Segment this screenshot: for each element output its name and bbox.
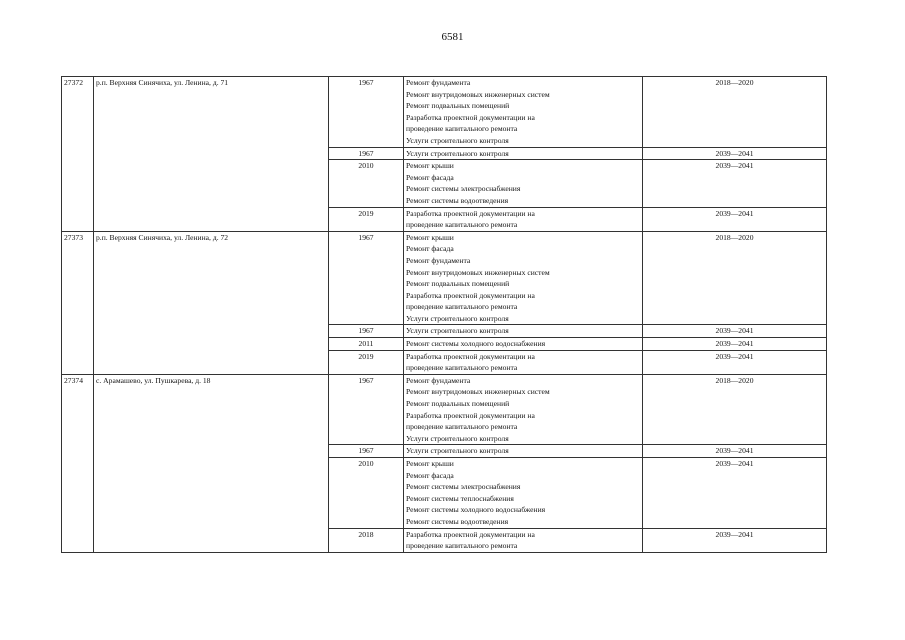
work-item: Ремонт системы холодного водоснабжения xyxy=(406,339,546,349)
table-body xyxy=(62,77,827,553)
commission-year: 1967 xyxy=(329,445,404,458)
work-item: Ремонт системы холодного водоснабжения xyxy=(406,505,546,515)
work-item: Ремонт фасада xyxy=(406,244,454,254)
repair-period: 2018—2020 xyxy=(643,231,827,325)
work-item: Ремонт внутридомовых инженерных систем xyxy=(406,387,550,397)
work-item: Разработка проектной документации на xyxy=(406,529,535,539)
work-list xyxy=(404,458,643,529)
work-list xyxy=(404,374,643,445)
work-item: Услуги строительного контроля xyxy=(406,446,509,456)
work-item: Разработка проектной документации на xyxy=(406,410,535,420)
work-item: Ремонт системы водоотведения xyxy=(406,195,509,205)
repair-period: 2039—2041 xyxy=(643,325,827,338)
commission-year: 2019 xyxy=(329,207,404,231)
commission-year: 1967 xyxy=(329,325,404,338)
work-item: Услуги строительного контроля xyxy=(406,135,509,145)
repair-period: 2039—2041 xyxy=(643,350,827,374)
work-item: Ремонт системы электроснабжения xyxy=(406,184,521,194)
work-list xyxy=(404,445,643,458)
work-item: Услуги строительного контроля xyxy=(406,313,509,323)
work-list xyxy=(404,147,643,160)
repair-period: 2018—2020 xyxy=(643,374,827,445)
work-item: Ремонт внутридомовых инженерных систем xyxy=(406,89,550,99)
commission-year: 2011 xyxy=(329,338,404,351)
work-item: проведение капитального ремонта xyxy=(406,124,518,134)
commission-year: 2018 xyxy=(329,528,404,552)
work-list xyxy=(404,338,643,351)
repair-period: 2018—2020 xyxy=(643,77,827,148)
work-item: Ремонт подвальных помещений xyxy=(406,399,510,409)
repair-period: 2039—2041 xyxy=(643,160,827,207)
work-item: Ремонт внутридомовых инженерных систем xyxy=(406,267,550,277)
work-list xyxy=(404,325,643,338)
work-list xyxy=(404,350,643,374)
work-list xyxy=(404,231,643,325)
work-item: Ремонт крыши xyxy=(406,459,454,468)
record-id: 27372 xyxy=(62,77,94,232)
commission-year: 1967 xyxy=(329,77,404,148)
record-address: р.п. Верхняя Синячиха, ул. Ленина, д. 72 xyxy=(94,231,329,374)
work-item: проведение капитального ремонта xyxy=(406,541,518,551)
work-item: Ремонт фундамента xyxy=(406,78,471,87)
work-item: Разработка проектной документации на xyxy=(406,351,535,361)
repair-period: 2039—2041 xyxy=(643,458,827,529)
work-item: Ремонт фундамента xyxy=(406,375,471,385)
work-item: Разработка проектной документации на xyxy=(406,208,535,218)
work-item: Ремонт крыши xyxy=(406,161,454,171)
work-item: Ремонт подвальных помещений xyxy=(406,279,510,289)
work-list xyxy=(404,207,643,231)
record-address: с. Арамашево, ул. Пушкарева, д. 18 xyxy=(94,374,329,552)
repair-period: 2039—2041 xyxy=(643,147,827,160)
work-item: Ремонт системы водоотведения xyxy=(406,516,509,526)
commission-year: 2010 xyxy=(329,160,404,207)
record-id: 27373 xyxy=(62,231,94,374)
work-list xyxy=(404,77,643,148)
repair-period: 2039—2041 xyxy=(643,338,827,351)
repair-period: 2039—2041 xyxy=(643,528,827,552)
commission-year: 2010 xyxy=(329,458,404,529)
table-row xyxy=(62,77,827,148)
page-number: 6581 xyxy=(441,31,464,43)
record-address: р.п. Верхняя Синячиха, ул. Ленина, д. 71 xyxy=(94,77,329,232)
repair-period: 2039—2041 xyxy=(643,445,827,458)
work-item: Услуги строительного контроля xyxy=(406,326,509,336)
commission-year: 1967 xyxy=(329,374,404,445)
work-item: Разработка проектной документации на xyxy=(406,290,535,300)
work-item: Услуги строительного контроля xyxy=(406,433,509,443)
commission-year: 1967 xyxy=(329,231,404,325)
work-item: проведение капитального ремонта xyxy=(406,220,518,230)
work-item: Ремонт системы электроснабжения xyxy=(406,482,521,492)
work-item: проведение капитального ремонта xyxy=(406,422,518,432)
work-list xyxy=(404,528,643,552)
commission-year: 1967 xyxy=(329,147,404,160)
table-row xyxy=(62,231,827,325)
work-list xyxy=(404,160,643,207)
work-item: Ремонт фундамента xyxy=(406,255,471,265)
work-item: проведение капитального ремонта xyxy=(406,363,518,373)
work-item: Ремонт подвальных помещений xyxy=(406,101,510,111)
work-item: Ремонт крыши xyxy=(406,232,454,242)
work-item: Ремонт фасада xyxy=(406,172,454,182)
commission-year: 2019 xyxy=(329,350,404,374)
capital-repair-table xyxy=(61,76,827,553)
work-item: Услуги строительного контроля xyxy=(406,148,509,158)
work-item: проведение капитального ремонта xyxy=(406,302,518,312)
repair-period: 2039—2041 xyxy=(643,207,827,231)
table-row xyxy=(62,374,827,445)
work-item: Ремонт системы теплоснабжения xyxy=(406,493,514,503)
work-item: Разработка проектной документации на xyxy=(406,112,535,122)
record-id: 27374 xyxy=(62,374,94,552)
work-item: Ремонт фасада xyxy=(406,470,454,480)
